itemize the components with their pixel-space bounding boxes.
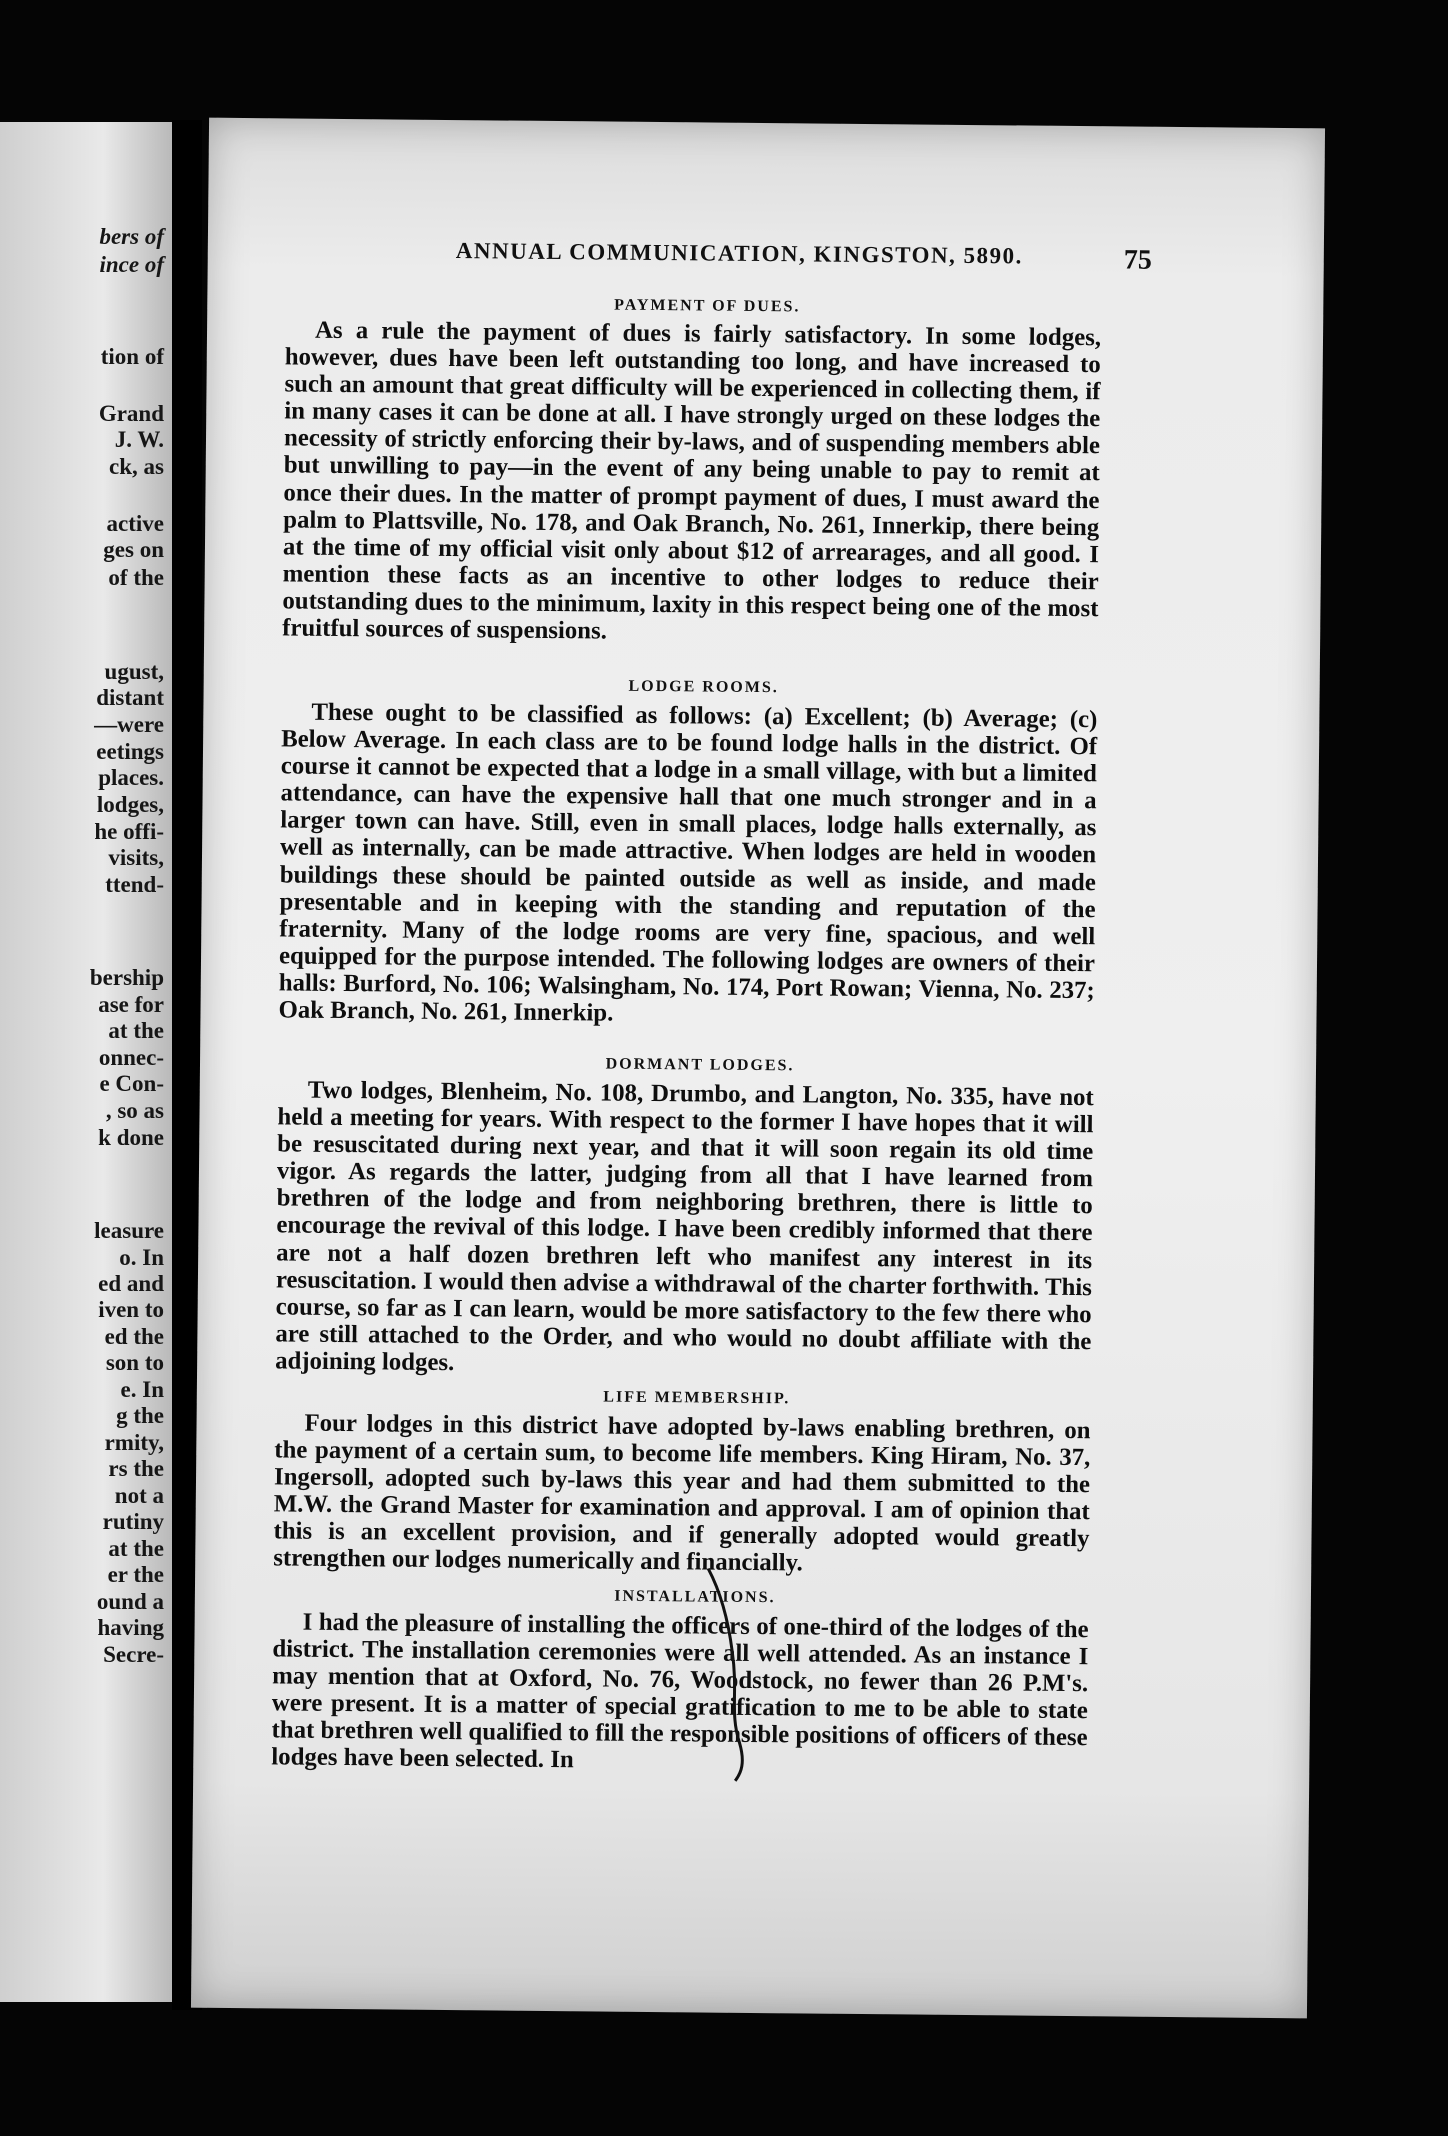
page-number: 75 — [1123, 244, 1152, 276]
previous-page-fragment — [0, 122, 172, 2002]
left-page-line: eetings — [96, 739, 164, 764]
left-page-line: e. In — [120, 1377, 164, 1402]
left-page-line: rutiny — [102, 1509, 164, 1534]
left-page-line: g the — [116, 1403, 164, 1428]
section-heading-payment-of-dues: PAYMENT OF DUES. — [614, 296, 801, 316]
left-page-line: of the — [108, 565, 164, 590]
left-page-line: at the — [108, 1536, 164, 1561]
section-heading-lodge-rooms: LODGE ROOMS. — [628, 677, 779, 697]
left-page-line: ase for — [98, 992, 164, 1017]
page-75 — [191, 118, 1325, 2019]
section-text-dormant-lodges: Two lodges, Blenheim, No. 108, Drumbo, and Langton, No. 335, have not held a meeting for years. With respect to the former I have hopes that it will be resuscitated during next year, and that it will soon regain its old time vigor. As regards the latter, judging from all that I have learned from brethren of the lodge and from neighboring brethren, there is little to encourage the revival of this lodge. I have been credibly informed that there are not a half dozen brethren left who manifest any interest in its resuscitation. I would then advise a withdrawal of the charter forthwith. This course, so far as I can learn, would be more satisfactory to the few there who are still attached to the Order, and who would no doubt affiliate with the adjoining lodges. — [275, 1076, 1094, 1377]
left-page-line: distant — [96, 685, 164, 710]
section-text-installations: I had the pleasure of installing the officers of one-third of the lodges of the district. The installation ceremonies were all well attended. As an instance I may mention that at Oxford, No. 76, Woodstock, no fewer than 26 P.M's. were present. It is a matter of special gratification to me to be able to state that brethren well qualified to fill the responsible positions of officers of these lodges have been selected. In — [271, 1608, 1089, 1774]
left-page-line: iven to — [98, 1297, 164, 1322]
left-page-line: ed and — [98, 1271, 164, 1296]
left-page-line: having — [97, 1615, 164, 1640]
left-page-line: rmity, — [104, 1430, 164, 1455]
left-page-line: Grand — [98, 401, 164, 426]
left-page-line: , so as — [105, 1098, 164, 1123]
section-heading-installations: INSTALLATIONS. — [614, 1587, 776, 1607]
section-heading-dormant-lodges: DORMANT LODGES. — [605, 1055, 795, 1075]
left-page-line: active — [106, 511, 164, 536]
left-page-line: Secre- — [103, 1642, 164, 1667]
left-page-line: ck, as — [109, 454, 164, 479]
left-page-line: o. In — [119, 1245, 164, 1270]
left-page-line: ttend- — [105, 872, 164, 897]
section-text-lodge-rooms: These ought to be classified as follows: (a) Excellent; (b) Average; (c) Below Average. In each class are to be found lodge halls in the district. Of course it cannot be expected that a lodge in a small village, with but a limited attendance, can have the expensive hall that one much stronger and in a larger town can have. Still, even in small places, lodge halls externally, as well as internally, can be made attractive. When lodges are held in wooden buildings these should be painted outside as well as inside, and made presentable and in keeping with the standing and reputation of the fraternity. Many of the lodge rooms are very fine, spacious, and well equipped for the purpose intended. The following lodges are owners of their halls: Burford, No. 106; Walsingham, No. 174, Port Rowan; Vienna, No. 237; Oak Branch, No. 261, Innerkip. — [278, 698, 1098, 1027]
left-page-line: ges on — [103, 537, 164, 562]
left-page-line: son to — [105, 1350, 164, 1375]
section-text-payment-of-dues: As a rule the payment of dues is fairly satisfactory. In some lodges, however, dues have been left outstanding too long, and have increased to such an amount that great difficulty will be experienced in collecting them, if in many cases it can be done at all. I have strongly urged on these lodges the necessity of strictly enforcing their by-laws, and of suspending members able but unwilling to pay—in the event of any being unable to pay to remit at once their dues. In the matter of prompt payment of dues, I must award the palm to Plattsville, No. 178, and Oak Branch, No. 261, Innerkip, there being at the time of my official visit only about $12 of arrearages, and all good. I mention these facts as an incentive to other lodges to reduce their outstanding dues to the minimum, laxity in this respect being one of the most fruitful sources of suspensions. — [282, 316, 1102, 645]
section-heading-life-membership: LIFE MEMBERSHIP. — [603, 1388, 791, 1408]
left-page-line: bers of — [99, 224, 164, 249]
left-page-line: J. W. — [114, 427, 164, 452]
left-page-line: ugust, — [104, 659, 164, 684]
running-head: ANNUAL COMMUNICATION, KINGSTON, 5890. — [455, 238, 1024, 269]
left-page-line: leasure — [94, 1218, 164, 1243]
left-page-line: e Con- — [99, 1071, 164, 1096]
left-page-line: onnec- — [98, 1045, 164, 1070]
ink-stroke-mark — [701, 1562, 763, 1783]
left-page-line: at the — [108, 1018, 164, 1043]
left-page-line: bership — [89, 965, 164, 990]
section-text-life-membership: Four lodges in this district have adopted by-laws enabling brethren, on the payment of a certain sum, to become life members. King Hiram, No. 37, Ingersoll, adopted such by-laws this year and had them submitted to the M.W. the Grand Master for examination and approval. I am of opinion that this is an excellent provision, and if generally adopted would greatly strengthen our lodges numerically and financially. — [273, 1409, 1091, 1577]
left-page-line: ed the — [104, 1324, 164, 1349]
left-page-line: k done — [98, 1125, 164, 1150]
left-page-line: lodges, — [96, 792, 164, 817]
left-page-line: places. — [98, 765, 164, 790]
left-page-line: not a — [114, 1483, 164, 1508]
left-page-line: ound a — [96, 1589, 164, 1614]
left-page-line: rs the — [108, 1456, 164, 1481]
left-page-line: ince of — [99, 252, 164, 277]
left-page-line: visits, — [108, 845, 164, 870]
left-page-line: he offi- — [94, 819, 164, 844]
left-page-line: er the — [107, 1562, 164, 1587]
left-page-line: tion of — [100, 344, 164, 369]
left-page-line: —were — [94, 712, 164, 737]
